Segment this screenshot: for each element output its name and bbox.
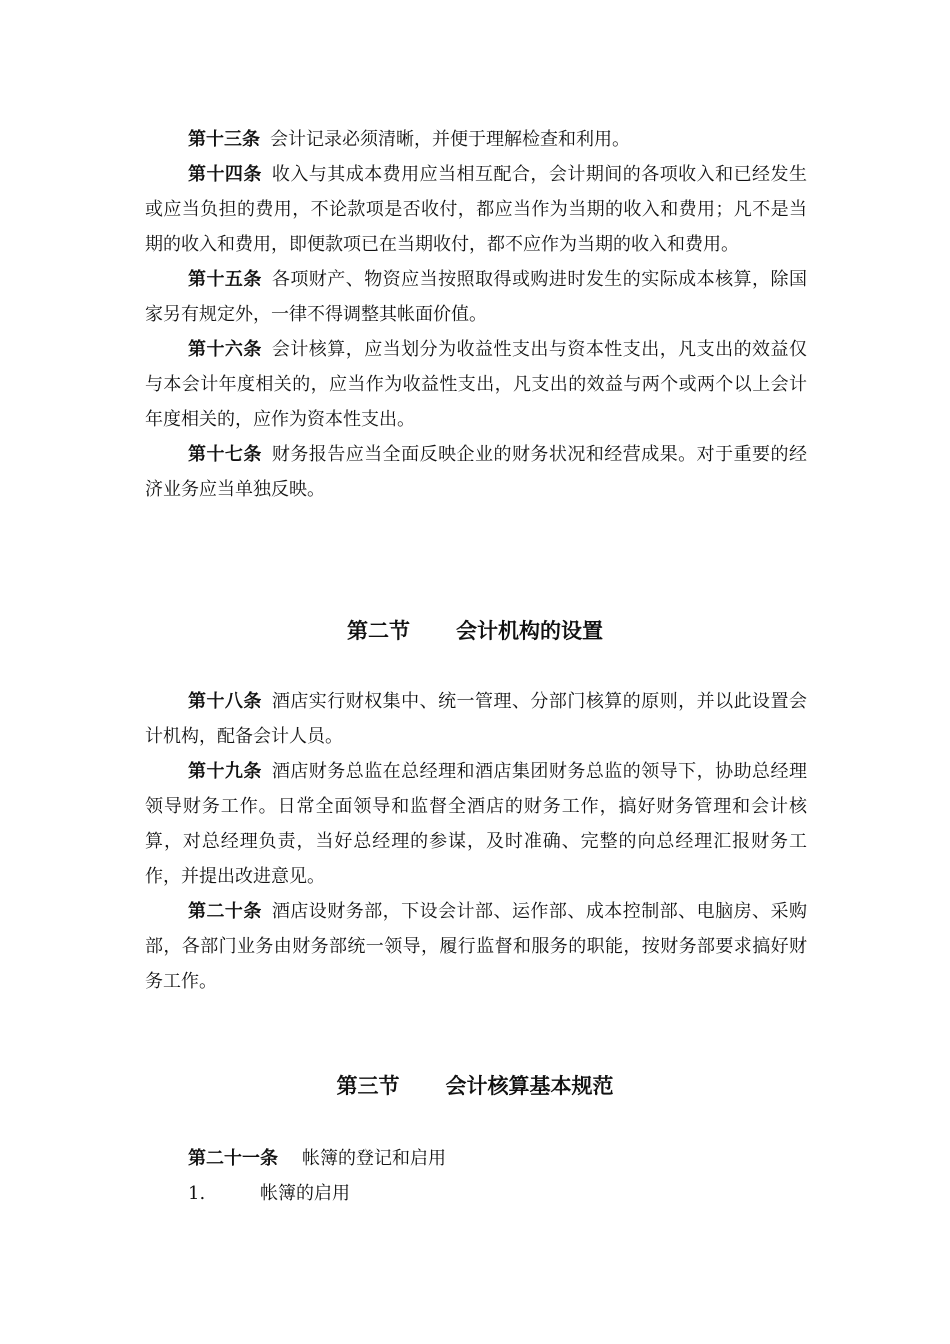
article-label: 第十七条 [188, 444, 262, 465]
section2-heading [0, 616, 950, 646]
section1-articles [145, 122, 807, 507]
article-text: 酒店实行财权集中、统一管理、分部门核算的原则，并以此设置会计机构，配备会计人员。 [145, 691, 807, 747]
article-text: 帐簿的登记和启用 [302, 1148, 446, 1169]
article-20 [145, 894, 807, 999]
section-number: 第三节 [336, 1073, 400, 1098]
section-title: 会计核算基本规范 [445, 1073, 614, 1098]
item-number: 1. [188, 1183, 206, 1204]
section3-articles [145, 1141, 807, 1176]
article-text: 酒店设财务部，下设会计部、运作部、成本控制部、电脑房、采购部，各部门业务由财务部统一领导，履行监督和服务的职能，按财务部要求搞好财务工作。 [145, 901, 807, 992]
article-label: 第十九条 [188, 761, 262, 782]
article-text: 财务报告应当全面反映企业的财务状况和经营成果。对于重要的经济业务应当单独反映。 [145, 444, 807, 500]
article-text: 各项财产、物资应当按照取得或购进时发生的实际成本核算，除国家另有规定外，一律不得调整其帐面价值。 [145, 269, 807, 325]
item-text: 帐簿的启用 [260, 1183, 350, 1204]
section2-articles [145, 684, 807, 999]
section3-heading [0, 1071, 950, 1101]
article-label: 第十五条 [188, 269, 262, 290]
list-item [188, 1176, 350, 1211]
section-number: 第二节 [347, 618, 410, 643]
article-label: 第二十一条 [188, 1148, 278, 1169]
article-label: 第二十条 [188, 901, 262, 922]
article-15 [145, 262, 807, 332]
article-text: 会计核算，应当划分为收益性支出与资本性支出，凡支出的效益仅与本会计年度相关的，应当作为收益性支出，凡支出的效益与两个或两个以上会计年度相关的，应作为资本性支出。 [145, 339, 807, 430]
article-label: 第十四条 [188, 164, 262, 185]
article-21 [145, 1141, 807, 1176]
article-label: 第十三条 [188, 129, 260, 150]
article-17 [145, 437, 807, 507]
article-text: 酒店财务总监在总经理和酒店集团财务总监的领导下，协助总经理领导财务工作。日常全面领导和监督全酒店的财务工作，搞好财务管理和会计核算，对总经理负责，当好总经理的参谋，及时准确、完整的向总经理汇报财务工作，并提出改进意见。 [145, 761, 807, 887]
article-16 [145, 332, 807, 437]
article-18 [145, 684, 807, 754]
article-19 [145, 754, 807, 894]
article-14 [145, 157, 807, 262]
article-13 [145, 122, 807, 157]
article-label: 第十八条 [188, 691, 262, 712]
article-text: 收入与其成本费用应当相互配合，会计期间的各项收入和已经发生或应当负担的费用，不论款项是否收付，都应当作为当期的收入和费用；凡不是当期的收入和费用，即便款项已在当期收付，都不应作为当期的收入和费用。 [145, 164, 807, 255]
article-text: 会计记录必须清晰，并便于理解检查和利用。 [270, 129, 630, 150]
article-label: 第十六条 [188, 339, 262, 360]
section-title: 会计机构的设置 [456, 618, 603, 643]
